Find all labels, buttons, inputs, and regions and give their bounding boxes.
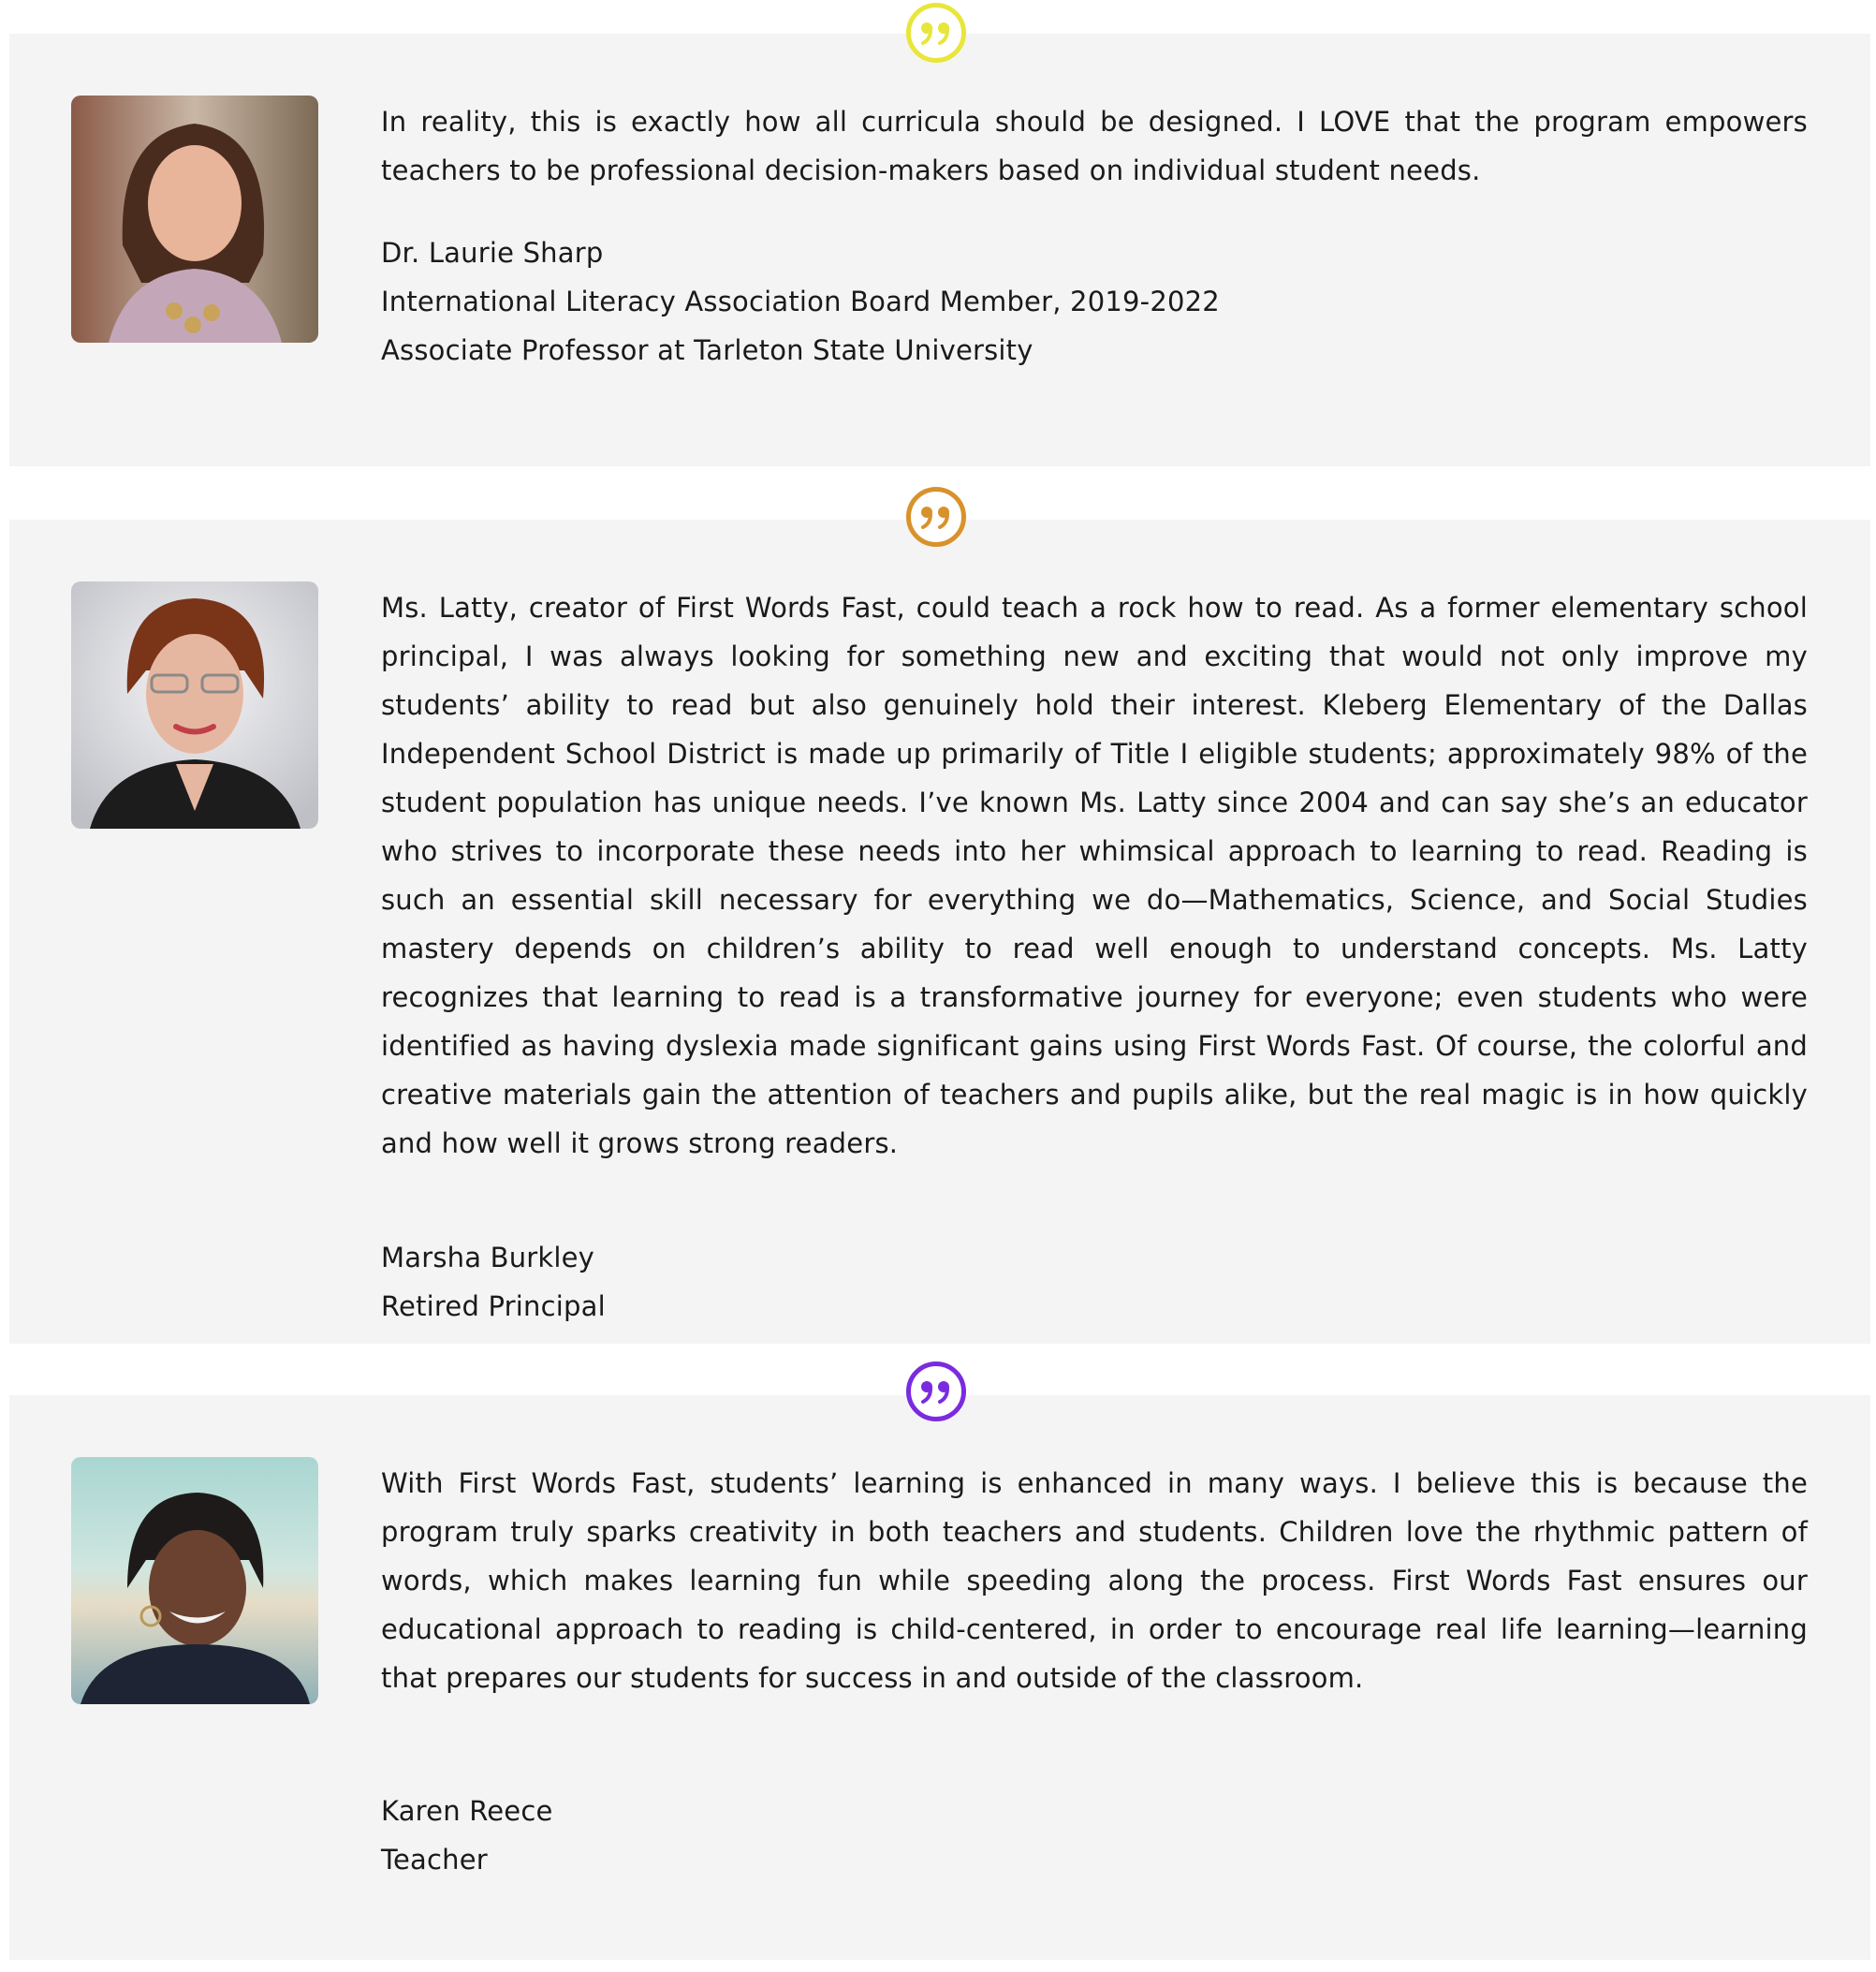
testimonial-attribution — [381, 228, 1808, 375]
author-name: Karen Reece — [381, 1795, 553, 1827]
quote-icon — [906, 3, 966, 63]
quote-icon — [906, 1361, 966, 1421]
avatar — [71, 581, 318, 829]
testimonial-card — [9, 520, 1870, 1344]
testimonial-content — [381, 97, 1808, 375]
author-title: Associate Professor at Tarleton State University — [381, 334, 1033, 366]
testimonial-card — [9, 1395, 1870, 1960]
testimonial-attribution — [381, 1233, 1808, 1331]
author-name: Marsha Burkley — [381, 1242, 595, 1273]
testimonial-content — [381, 583, 1808, 1331]
author-title: Retired Principal — [381, 1290, 606, 1322]
avatar — [71, 96, 318, 343]
author-name: Dr. Laurie Sharp — [381, 237, 604, 269]
testimonial-attribution — [381, 1787, 1808, 1884]
testimonial-card — [9, 34, 1870, 466]
author-title: International Literacy Association Board Member, 2019-2022 — [381, 286, 1220, 317]
quote-icon — [906, 487, 966, 547]
testimonial-quote: Ms. Latty, creator of First Words Fast, could teach a rock how to read. As a former elementary school principal, I was always looking for something new and exciting that would not only improve my students’ ability to read but also genuinely hold their interest. Kleberg Elementary of the Dallas Independent School District is made up primarily of Title I eligible students; approximately 98% of the student population has unique needs. I’ve known Ms. Latty since 2004 and can say she’s an educator who strives to incorporate these needs into her whimsical approach to learning to read. Reading is such an essential skill necessary for everything we do—Mathematics, Science, and Social Studies mastery depends on children’s ability to read well enough to understand concepts. Ms. Latty recognizes that learning to read is a transformative journey for everyone; even students who were identified as having dyslexia made significant gains using First Words Fast. Of course, the colorful and creative materials gain the attention of teachers and pupils alike, but the real magic is in how quickly and how well it grows strong readers. — [381, 592, 1808, 1159]
testimonial-content — [381, 1459, 1808, 1884]
author-title: Teacher — [381, 1844, 488, 1876]
testimonial-quote: With First Words Fast, students’ learning is enhanced in many ways. I believe this is because the program truly sparks creativity in both teachers and students. Children love the rhythmic pattern of words, which makes learning fun while speeding along the process. First Words Fast ensures our educational approach to reading is child-centered, in order to encourage real life learning—learning that prepares our students for success in and outside of the classroom. — [381, 1467, 1808, 1694]
avatar — [71, 1457, 318, 1704]
testimonial-quote: In reality, this is exactly how all curricula should be designed. I LOVE that the program empowers teachers to be professional decision-makers based on individual student needs. — [381, 106, 1808, 186]
